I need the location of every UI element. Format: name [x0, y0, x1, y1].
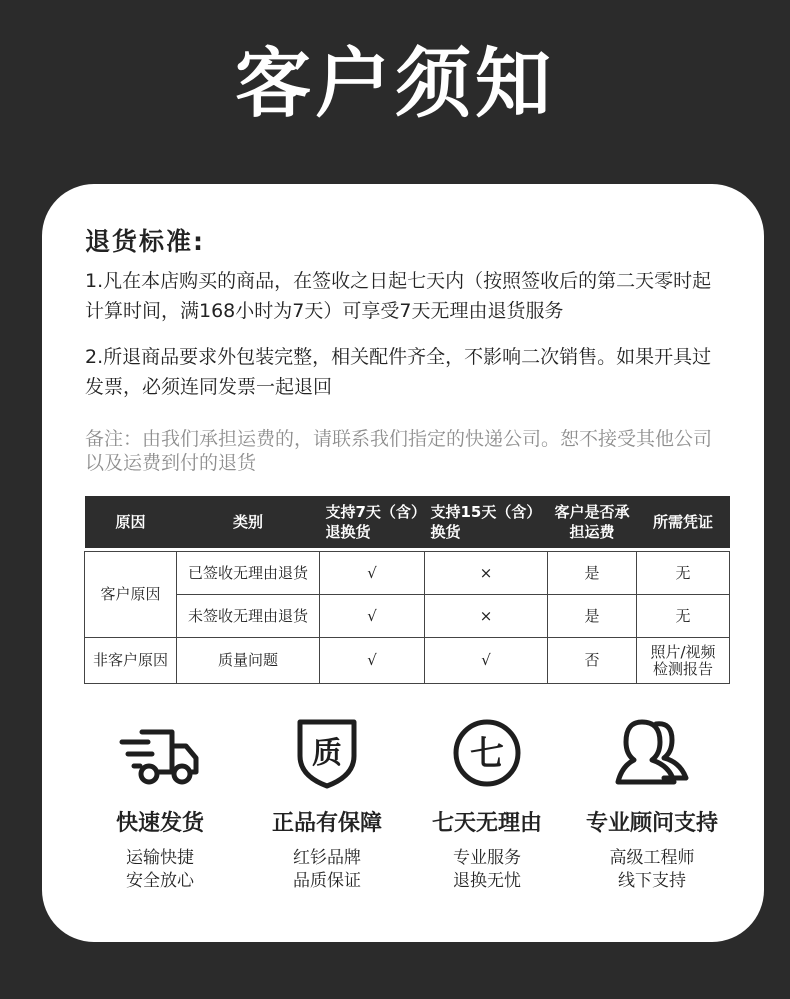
d7-cell: √	[320, 595, 425, 638]
return-note: 备注：由我们承担运费的，请联系我们指定的快递公司。恕不接受其他公司以及运费到付的退货	[85, 428, 713, 474]
notice-card	[42, 184, 764, 942]
feature-line-2: 线下支持	[618, 871, 686, 891]
feature-title: 快速发货	[115, 811, 204, 836]
feature-title: 七天无理由	[431, 811, 542, 836]
proof-line-1: 照片/视频	[650, 642, 716, 661]
return-standard-heading: 退货标准:	[85, 227, 205, 256]
shield-glyph: 质	[312, 736, 342, 771]
seven-circle-icon	[450, 716, 524, 790]
header-15day: 支持15天（含）换货	[425, 496, 548, 548]
circle-glyph: 七	[470, 734, 504, 774]
d7-cell: √	[320, 638, 425, 684]
return-rule-2: 2.所退商品要求外包装完整，相关配件齐全，不影响二次销售。如果开具过发票，必须连同发票一起退回	[85, 346, 712, 398]
return-policy-table	[84, 496, 730, 684]
feature-seven-days	[397, 716, 577, 893]
quality-shield-icon	[292, 716, 362, 790]
table-row	[85, 595, 730, 638]
header-reason: 原因	[85, 496, 177, 548]
return-rule-1: 1.凡在本店购买的商品，在签收之日起七天内（按照签收后的第二天零时起计算时间，满168小时为7天）可享受7天无理由退货服务	[85, 270, 712, 322]
table-row	[85, 638, 730, 684]
reason-cell: 非客户原因	[85, 638, 177, 684]
feature-line-1: 高级工程师	[609, 848, 695, 868]
category-cell: 已签收无理由退货	[177, 552, 320, 595]
header-freight: 客户是否承担运费	[548, 496, 637, 548]
page-title: 客户须知	[235, 39, 555, 128]
table-row	[85, 552, 730, 595]
proof-cell: 无	[637, 595, 730, 638]
feature-line-2: 安全放心	[126, 871, 194, 891]
feature-consultant	[562, 716, 742, 893]
d7-cell: √	[320, 552, 425, 595]
d15-cell: ×	[425, 552, 548, 595]
feature-line-2: 品质保证	[293, 871, 361, 891]
table-header-row	[85, 496, 730, 548]
feature-line-2: 退换无忧	[453, 871, 521, 891]
d15-cell: ×	[425, 595, 548, 638]
feature-title: 专业顾问支持	[585, 811, 718, 836]
category-cell: 未签收无理由退货	[177, 595, 320, 638]
header-proof: 所需凭证	[637, 496, 730, 548]
feature-genuine	[237, 716, 417, 893]
service-features	[42, 716, 764, 916]
proof-line-2: 检测报告	[652, 659, 713, 678]
reason-cell: 客户原因	[85, 552, 177, 638]
header-7day: 支持7天（含）退换货	[320, 496, 425, 548]
feature-line-1: 专业服务	[453, 848, 521, 868]
users-icon	[614, 716, 690, 790]
freight-cell: 否	[548, 638, 637, 684]
feature-title: 正品有保障	[271, 811, 382, 836]
feature-line-1: 运输快捷	[126, 848, 194, 868]
proof-cell: 无	[637, 552, 730, 595]
freight-cell: 是	[548, 552, 637, 595]
d15-cell: √	[425, 638, 548, 684]
truck-icon	[118, 716, 202, 790]
proof-cell	[637, 638, 730, 684]
feature-fast-delivery	[70, 716, 250, 893]
freight-cell: 是	[548, 595, 637, 638]
category-cell: 质量问题	[177, 638, 320, 684]
feature-line-1: 红钐品牌	[293, 848, 361, 868]
header-category: 类别	[177, 496, 320, 548]
